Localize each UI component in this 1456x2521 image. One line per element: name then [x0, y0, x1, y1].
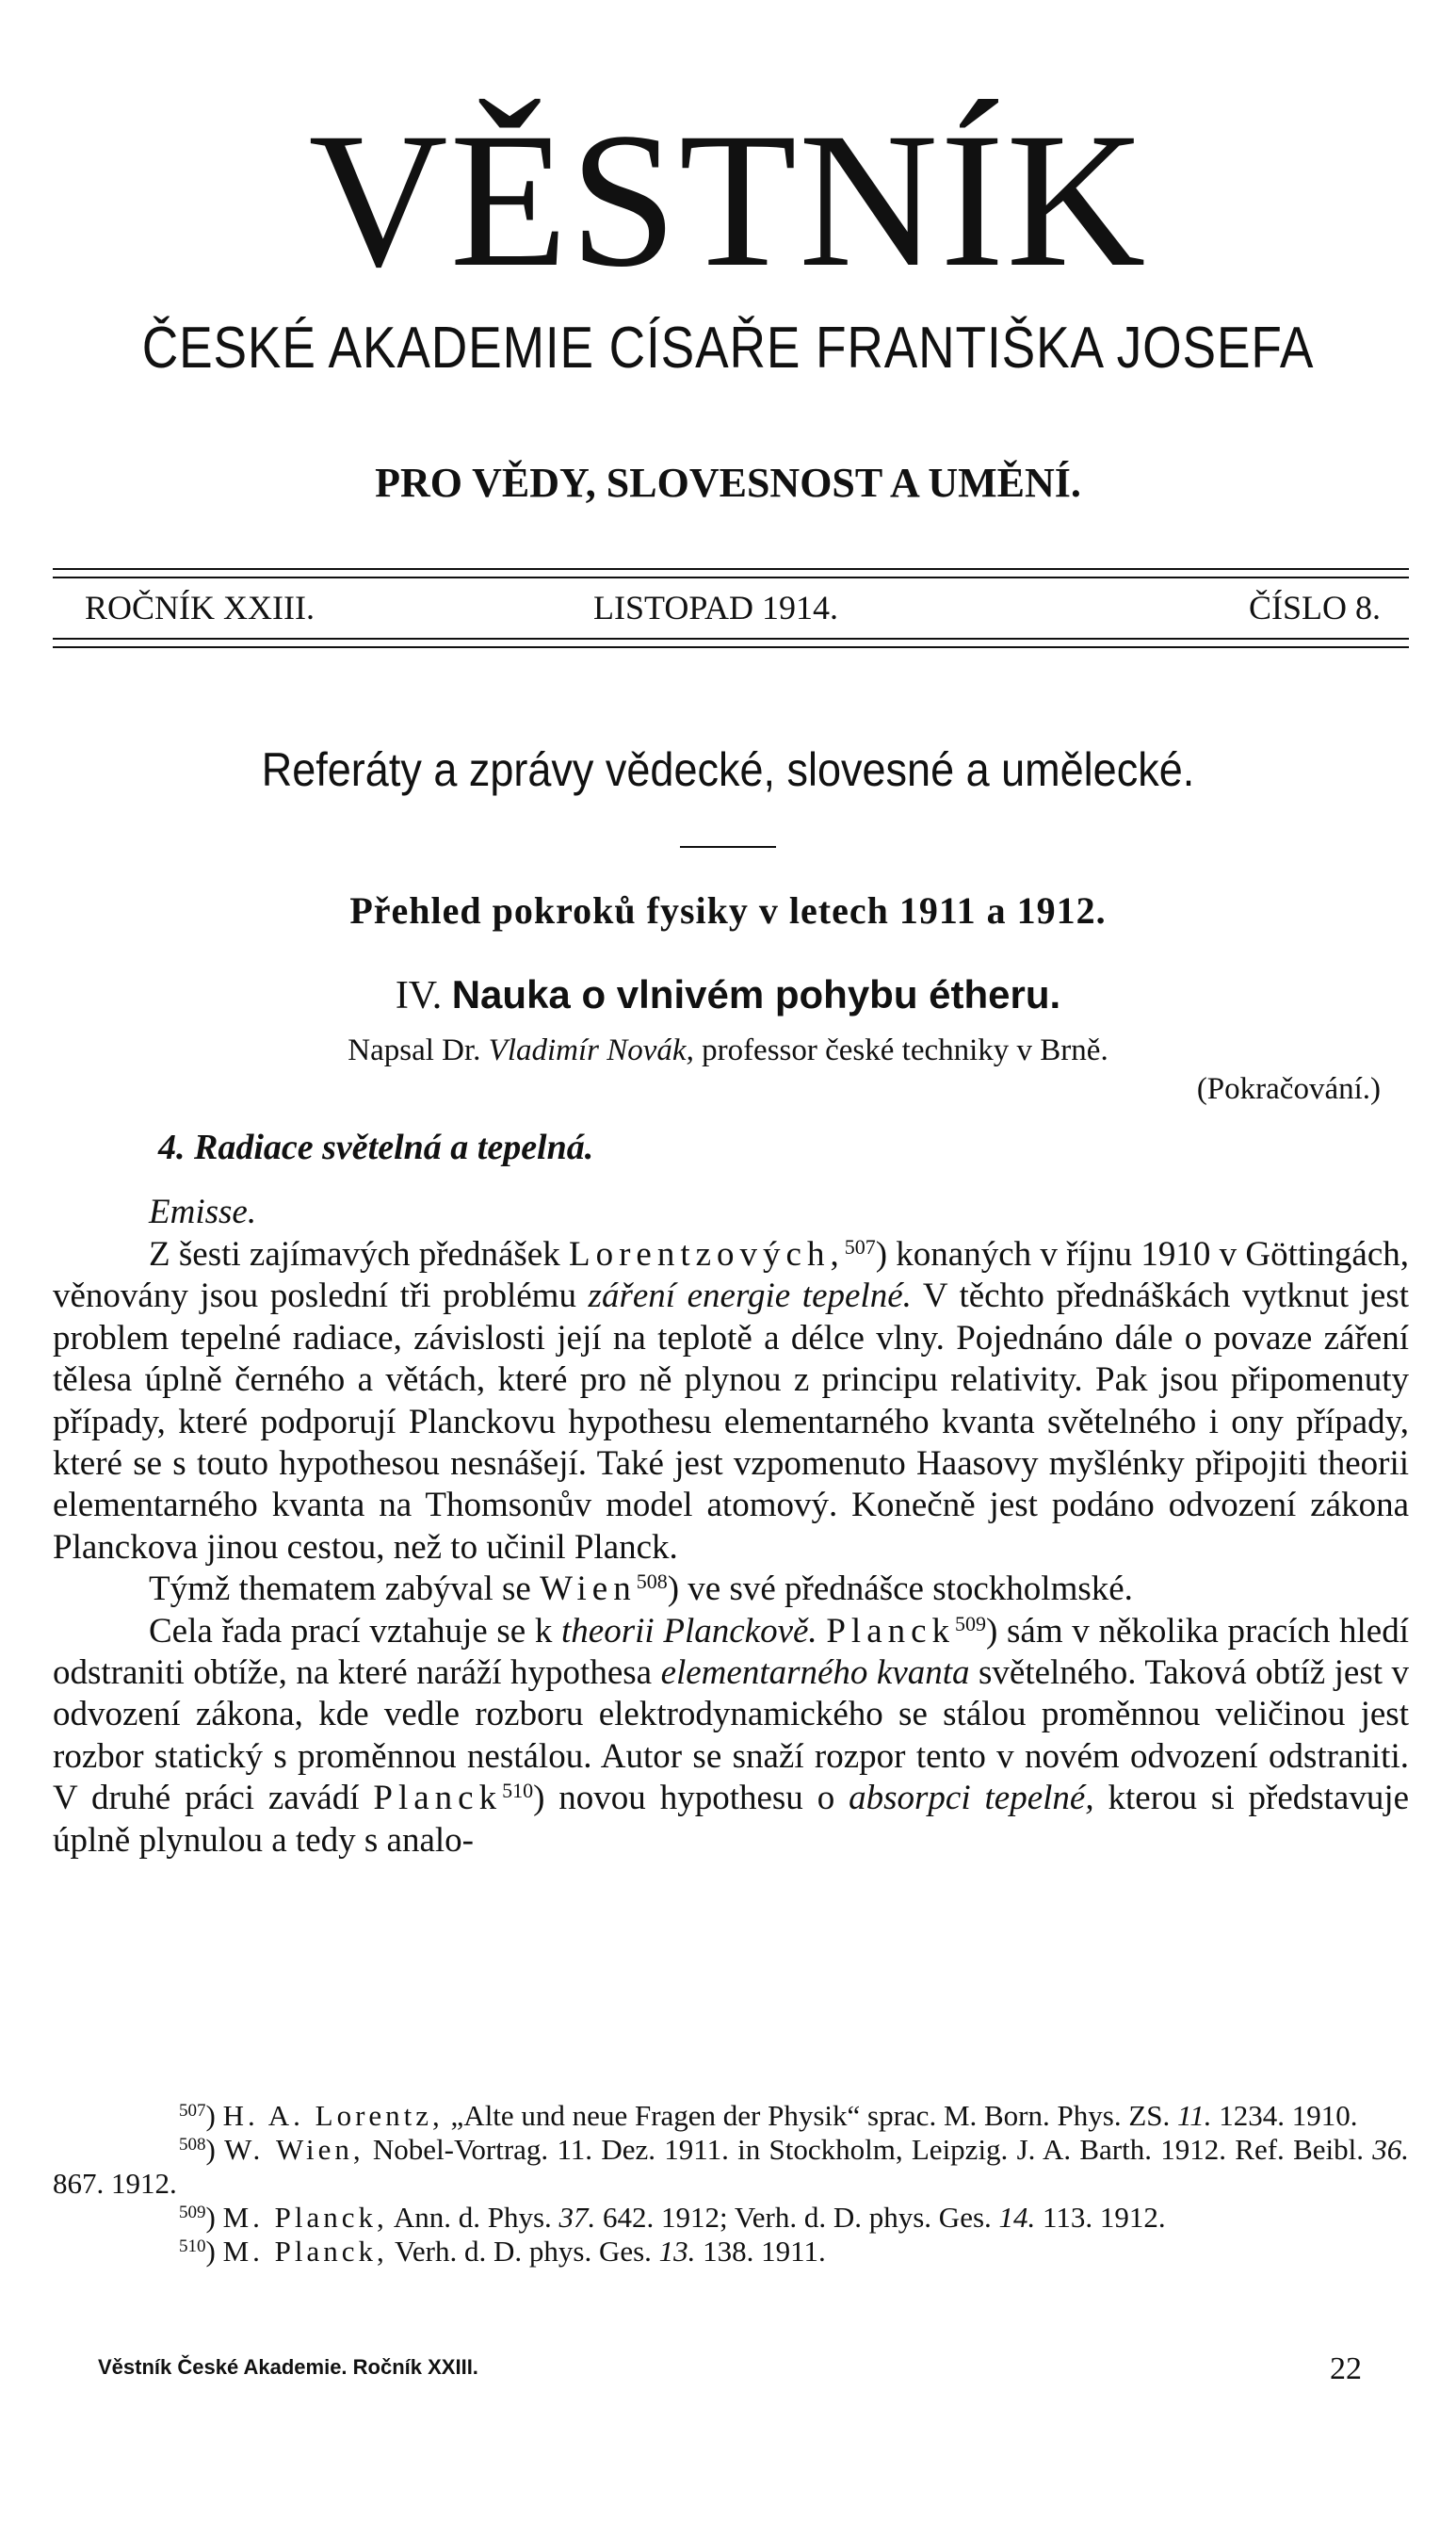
bottom-double-rule [53, 638, 1409, 648]
footnote-ref-510: 510 [502, 1779, 534, 1803]
p3-text-e: kterou si představuje úplně plynulou a tedy s analo- [53, 1779, 1410, 1860]
article-overtitle: Přehled pokroků fysiky v letech 1911 a 1912. [349, 889, 1107, 932]
issue-info-row [85, 588, 1381, 635]
footnote-num: 509 [179, 2203, 206, 2222]
paragraph-1 [53, 1234, 1409, 1569]
p3-emphasis-3: absorpci tepelné, [849, 1779, 1094, 1818]
p1-name-lorentz: Lorentzových, [568, 1235, 845, 1274]
footnote-author: M. Planck, [222, 2201, 388, 2234]
paragraph-3 [53, 1611, 1409, 1862]
continuation-note: (Pokračování.) [1196, 1072, 1381, 1106]
masthead-subtitle-2: PRO VĚDY, SLOVESNOST A UMĚNÍ. [375, 460, 1081, 506]
p3-text-c: světelného. Taková obtíž jest v odvození zákona, kde vedle rozboru elektrodynamického se stálou proměnnou veličinou jest rozbor statický s proměnnou nestálou. Autor se snaží rozpor tento v novém odvození odstraniti. V druhé práci zavádí [53, 1653, 1409, 1818]
byline-prefix: Napsal Dr. [348, 1033, 481, 1067]
footnote-volume: 37. [558, 2201, 596, 2234]
footnote-num: 508 [179, 2135, 206, 2155]
footnote-volume-2: 14. [998, 2201, 1036, 2234]
running-footer: Věstník České Akademie. Ročník XXIII. [98, 2355, 478, 2379]
masthead-subtitle: ČESKÉ AKADEMIE CÍSAŘE FRANTIŠKA JOSEFA [141, 316, 1315, 381]
footnote-author: H. A. Lorentz, [222, 2099, 444, 2132]
byline-suffix: professor české techniky v Brně. [702, 1033, 1108, 1067]
part-title: Nauka o vlnivém pohybu étheru. [451, 972, 1061, 1017]
section-title: Referáty a zprávy vědecké, slovesné a umělecké. [261, 743, 1195, 796]
issue-date: LISTOPAD 1914. [593, 589, 839, 626]
footnote-volume: 36. [1372, 2133, 1410, 2166]
p1-text-b: ) konaných v říjnu 1910 v Göttingách, věnovány jsou poslední tři problému [53, 1235, 1409, 1316]
byline [0, 1033, 1456, 1068]
p2-text-a: Týmž thematem zabýval se [149, 1570, 531, 1609]
byline-author: Vladimír Novák, [488, 1033, 694, 1067]
issue-volume: ROČNÍK XXIII. [85, 589, 315, 626]
footnote-text: Ann. d. Phys. [393, 2201, 552, 2234]
footnote-num: 507 [179, 2101, 206, 2121]
subsection-heading: 4. Radiace světelná a tepelná. [158, 1128, 594, 1167]
footnote-author: M. Planck, [222, 2235, 388, 2268]
footnotes [53, 2099, 1409, 2269]
footnote-ref-507: 507 [844, 1235, 876, 1259]
footnote-tail-2: 113. 1912. [1043, 2201, 1166, 2234]
footnote-volume: 13. [658, 2235, 696, 2268]
p3-text-a: Cela řada prací vztahuje se k [149, 1611, 553, 1651]
paragraph-2 [53, 1569, 1409, 1610]
p3-name-planck-1: Planck [826, 1611, 956, 1651]
footnote-num: 510 [179, 2236, 206, 2256]
footnote-text: Nobel-Vortrag. 11. Dez. 1911. in Stockholm, Leipzig. J. A. Barth. 1912. Ref. Beibl. [372, 2133, 1364, 2166]
footnote-text: „Alte und neue Fragen der Physik“ sprac. M. Born. Phys. ZS. [450, 2099, 1171, 2132]
p3-emphasis-2: elementarného kvanta [660, 1653, 970, 1693]
footnote-tail: 642. 1912; Verh. d. D. phys. Ges. [603, 2201, 992, 2234]
footnote-509: $^{509}$) M. Planck, Ann. d. Phys. 37. 642. 1912; Verh. d. D. phys. Ges. 14. 113. 1912. [179, 2201, 1166, 2234]
footnote-author: W. Wien, [224, 2133, 364, 2166]
footnote-ref-508: 508 [636, 1570, 668, 1594]
section-divider [680, 846, 776, 848]
footnote-tail: 867. 1912. [53, 2167, 177, 2200]
footnote-ref-509: 509 [955, 1611, 987, 1635]
page-number: 22 [1330, 2351, 1362, 2386]
p2-name-wien: Wien [540, 1570, 637, 1609]
footnote-tail: 138. 1911. [703, 2235, 826, 2268]
p1-text-a: Z šesti zajímavých přednášek [149, 1235, 560, 1274]
p1-emphasis: záření energie tepelné. [588, 1277, 912, 1316]
p3-text-b: ) sám v několika pracích hledí odstraniti obtíže, na které naráží hypothesa [53, 1611, 1410, 1693]
p2-text-b: ) ve své přednášce stockholmské. [667, 1570, 1133, 1609]
masthead-title: VĚSTNÍK [308, 93, 1148, 307]
part-number: IV. [395, 974, 443, 1017]
footnote-text: Verh. d. D. phys. Ges. [394, 2235, 652, 2268]
footnote-508: $^{508}$) W. Wien, Nobel-Vortrag. 11. Dez. 1911. in Stockholm, Leipzig. J. A. Barth. 1912. Ref. Beibl. 36. 867. 1912. [53, 2133, 1410, 2200]
footnote-tail: 1234. 1910. [1219, 2099, 1358, 2132]
p3-emphasis-1: theorii Planckově. [561, 1611, 817, 1651]
article-part-heading [0, 972, 1456, 1018]
top-double-rule [53, 568, 1409, 578]
p1-text-c: V těchto přednáškách vytknut jest problem tepelné radiace, závislosti její na teplotě a délce vlny. Pojednáno dále o povaze záření tělesa úplně černého a větách, které pro ně plynou z principu relativity. Pak jsou připomenuty případy, které podporují Planckovu hypothesu elementarného kvanta světelného i ony případy, které se s touto hypothesou nesnášejí. Také jest vzpomenuto Haasovy myšlénky připojiti theorii elementarného kvanta na Thomsonův model atomový. Konečně jest podáno odvození zákona Planckova jinou cestou, než to učinil Planck. [53, 1277, 1409, 1567]
footnote-volume: 11. [1177, 2099, 1212, 2132]
footnote-510: $^{510}$) M. Planck, Verh. d. D. phys. Ges. 13. 138. 1911. [179, 2235, 826, 2268]
footnote-507: $^{507}$) H. A. Lorentz, „Alte und neue Fragen der Physik“ sprac. M. Born. Phys. ZS. 11. 1234. 1910. [179, 2099, 1358, 2132]
issue-number: ČÍSLO 8. [1248, 589, 1381, 626]
p3-name-planck-2: Planck [373, 1779, 503, 1818]
article-body [53, 1234, 1409, 1862]
subheading-emisse: Emisse. [149, 1193, 257, 1231]
p3-text-d: ) novou hypothesu o [533, 1779, 835, 1818]
